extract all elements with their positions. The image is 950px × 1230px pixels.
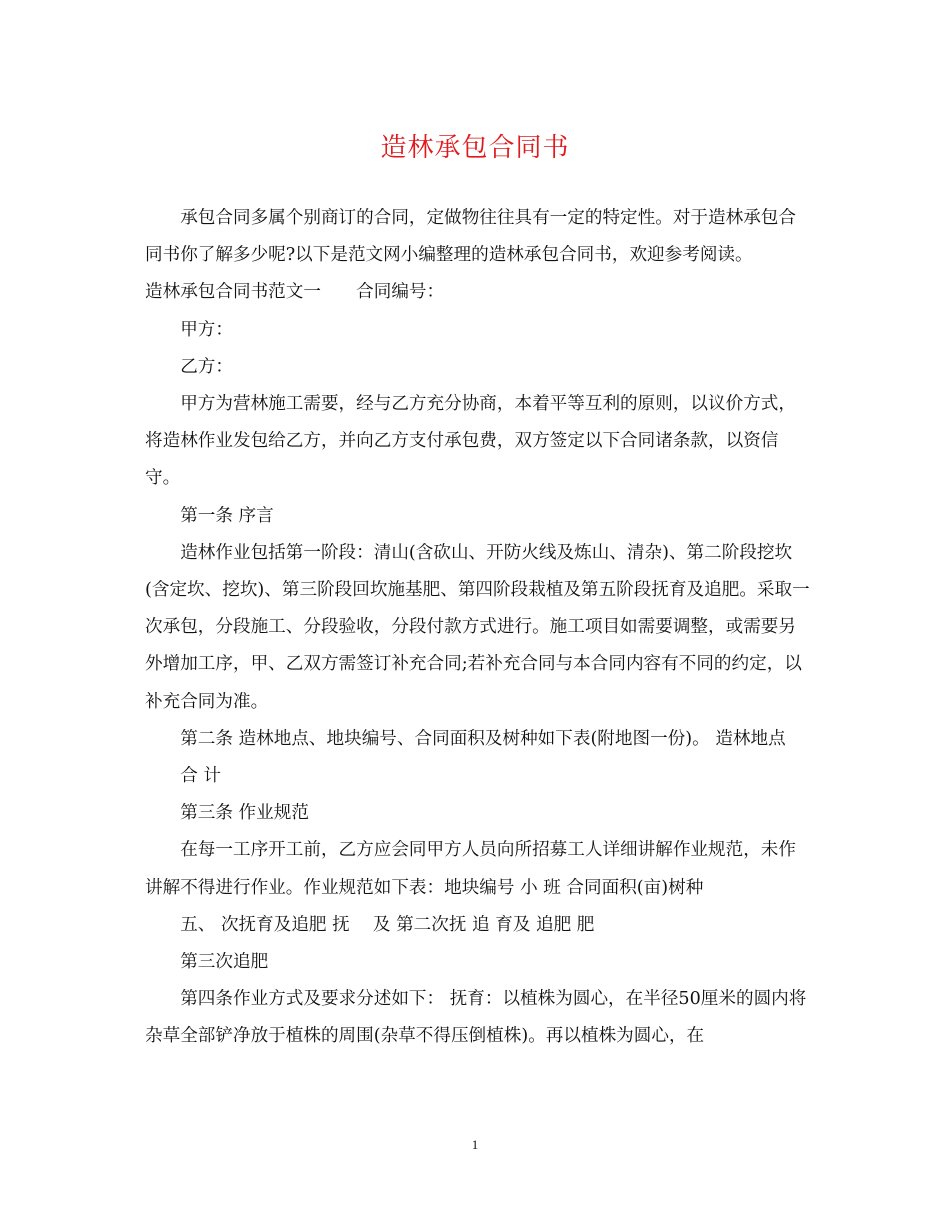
article-1-paragraph: 造林作业包括第一阶段：清山(含砍山、开防火线及炼山、清杂)、第二阶段挖坎(含定坎、挖坎)、第三阶段回坎施基肥、第四阶段栽植及第五阶段抚育及追肥。采取一次承包，分段施工、分段验收，分段付款方式进行。施工项目如需要调整，或需要另外增加工序，甲、乙双方需签订补充合同;若补充合同与本合同内容有不同的约定，以补充合同为准。 [145,542,810,712]
article-2-paragraph: 第二条 造林地点、地块编号、合同面积及树种如下表(附地图一份)。 造林地点 [180,728,786,749]
article-3-paragraph: 在每一工序开工前，乙方应会同甲方人员向所招募工人详细讲解作业规范，未作讲解不得进行作业。作业规范如下表：地块编号 小 班 合同面积(亩)树种 [145,840,796,898]
page-title: 造林承包合同书 [380,133,570,163]
total-line: 合 计 [180,766,221,787]
page-number: 1 [471,1137,479,1152]
article-3-heading: 第三条 作业规范 [180,803,309,824]
party-b-line: 乙方： [180,356,233,377]
third-fertilizing-line: 第三次追肥 [180,952,269,973]
party-a-line: 甲方： [180,319,233,340]
intro-paragraph: 承包合同多属个别商订的合同，定做物往往具有一定的特定性。对于造林承包合同书你了解多少呢?以下是范文网小编整理的造林承包合同书，欢迎参考阅读。 [145,208,796,266]
article-1-heading: 第一条 序言 [180,505,274,526]
preamble-paragraph: 甲方为营林施工需要，经与乙方充分协商，本着平等互利的原则，以议价方式，将造林作业发包给乙方，并向乙方支付承包费，双方签定以下合同诸条款，以资信守。 [145,394,796,489]
document-body [145,200,810,1056]
table-fragment-line: 五、 次抚育及追肥 抚 及 第二次抚 追 育及 追肥 肥 [180,914,595,935]
article-4-paragraph: 第四条作业方式及要求分述如下： 抚育：以植株为圆心，在半径50厘米的圆内将杂草全部铲净放于植株的周围(杂草不得压倒植株)。再以植株为圆心，在 [145,989,807,1047]
contract-heading-line: 造林承包合同书范文一 合同编号： [145,282,445,303]
